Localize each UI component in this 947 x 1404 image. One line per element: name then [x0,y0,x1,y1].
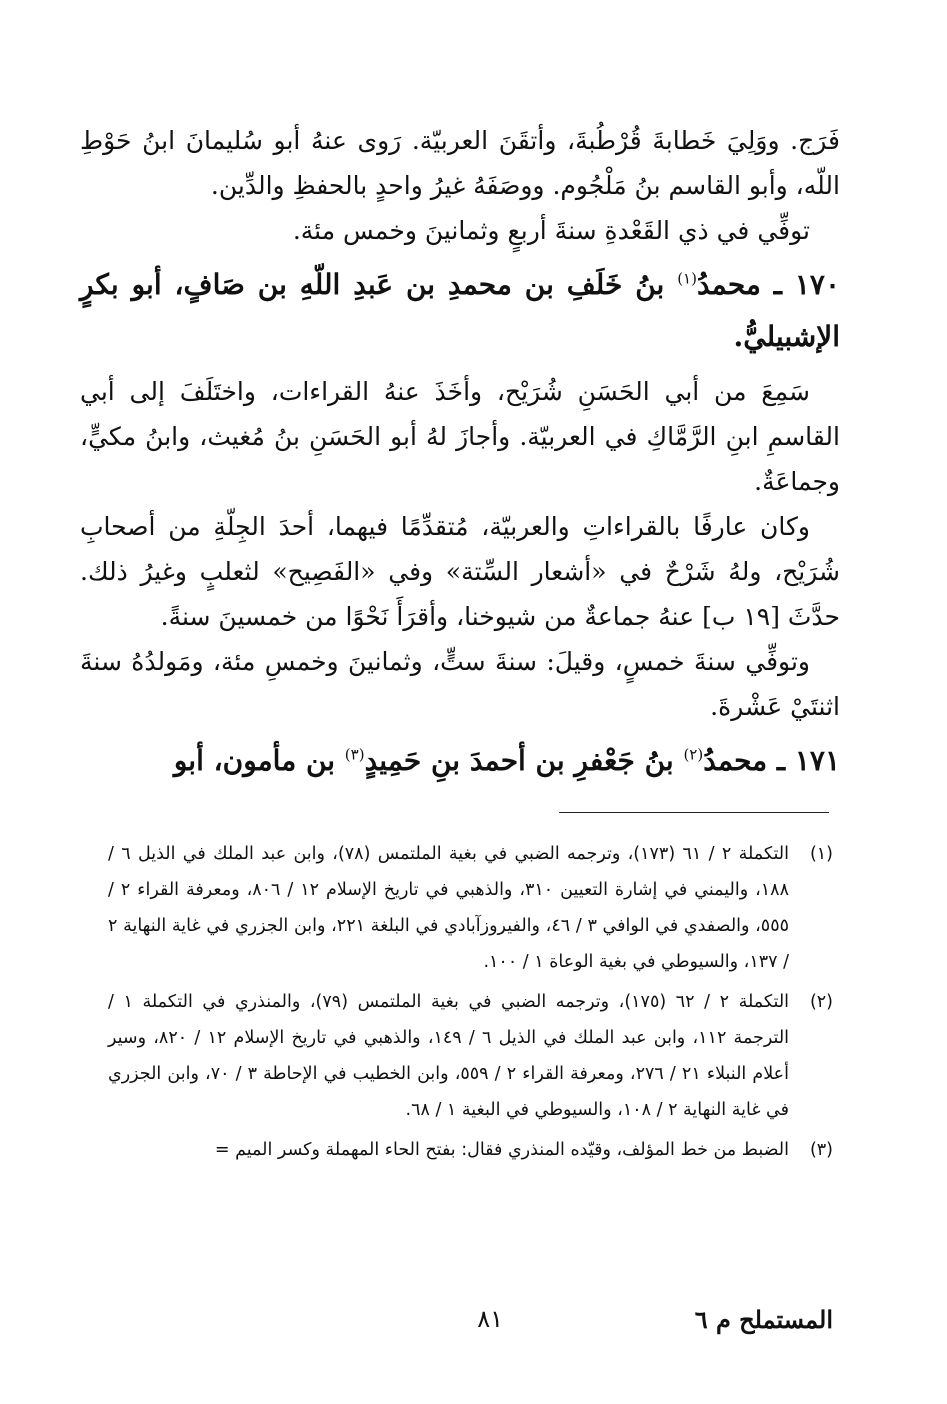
entry-lineage: بنُ خَلَفِ بن محمدِ بن عَبدِ اللّهِ بن صَافٍ، أبو بكرٍ الإشبيليُّ. [80,268,840,353]
paragraph: فَرَج. ووَلِيَ خَطابةَ قُرْطُبةَ، وأتقَنَ العربيّة. رَوى عنهُ أبو سُليمانَ ابنُ حَوْطِ اللّه، وأبو القاسم بنُ مَلْجُوم. ووصَفَهُ غيرُ واحدٍ بالحفظِ والدِّين. [80,126,840,200]
footnote-text: الضبط من خط المؤلف، وقيّده المنذري فقال: بفتح الحاء المهملة وكسر الميم = [214,1140,789,1160]
footnote-1 [108,836,833,980]
entry-heading-170 [80,259,840,363]
entry-lineage: بنُ جَعْفرِ بن أحمدَ بنِ حَمِيدٍ [364,744,684,777]
paragraph: وكان عارفًا بالقراءاتِ والعربيّة، مُتقدِّمًا فيهما، أحدَ الجِلّةِ من أصحابِ شُرَيْح، ولهُ شَرْحٌ في «أشعار السِّتة» وفي «الفَصِيح» لثعلبٍ وغيرُ ذلك. حدَّثَ [١٩ ب] عنهُ جماعةٌ من شيوخنا، وأقرَأَ نَحْوًا من خمسينَ سنةً. [80,512,840,631]
main-text [80,118,840,793]
footnote-3 [108,1132,833,1168]
entry-number-name: ١٧٠ ـ محمدُ [696,268,841,301]
entry-number-name: ١٧١ ـ محمدُ [703,744,840,777]
paragraph: وتوفِّي سنةَ خمسٍ، وقيلَ: سنةَ ستٍّ، وثمانينَ وخمسِ مئة، ومَولدُهُ سنةَ اثنتَيْ عَشْرةَ. [80,647,840,721]
footnote-text: التكملة ٢ / ٦٢ (١٧٥)، وترجمه الضبي في بغية الملتمس (٧٩)، والمنذري في التكملة ١ / الترجمة ١١٢، وابن عبد الملك في الذيل ٦ / ١٤٩، والذهبي في تاريخ الإسلام ١٢ / ٨٢٠، وسير أعلام النبلاء ٢١ / ٢٧٦، ومعرفة القراء ٢ / ٥٥٩، وابن الخطيب في الإحاطة ٣ / ٧٠، وابن الجزري في غاية النهاية ٢ / ١٠٨، والسيوطي في البغية ١ / ٦٨. [108,992,790,1120]
page-number: ٨١ [477,1305,503,1333]
paragraph: توفِّي في ذي القَعْدةِ سنةَ أربعٍ وثمانينَ وخمس مئة. [292,216,810,245]
footnote-ref[interactable]: (٣) [344,745,365,764]
paragraph: سَمِعَ من أبي الحَسَنِ شُرَيْح، وأخَذَ عنهُ القراءات، واختَلَفَ إلى أبي القاسمِ ابنِ الرَّمَّاكِ في العربيّة. وأجازَ لهُ أبو الحَسَنِ بنُ مُغيث، وابنُ مكيٍّ، وجماعَةٌ. [80,377,840,496]
footnote-separator [559,812,829,813]
footnote-text: التكملة ٢ / ٦١ (١٧٣)، وترجمه الضبي في بغية الملتمس (٧٨)، وابن عبد الملك في الذيل ٦ / ١٨٨، واليمني في إشارة التعيين ٣١٠، والذهبي في تاريخ الإسلام ١٢ / ٨٠٦، ومعرفة القراء ٢ / ٥٥٥، والصفدي في الوافي ٣ / ٤٦، والفيروزآبادي في البلغة ٢٢١، وابن الجزري في غاية النهاية ٢ / ١٣٧، والسيوطي في بغية الوعاة ١ / ١٠٠. [108,844,790,972]
signature-mark: المستملح م ٦ [694,1305,833,1334]
footnote-number: (١) [809,844,833,864]
entry-lineage-cont: بن مأمون، أبو [173,744,345,777]
footnote-ref[interactable]: (١) [677,269,697,288]
footnote-number: (٣) [809,1140,833,1160]
footnote-2 [108,984,833,1128]
footnote-number: (٢) [809,992,833,1012]
entry-heading-171 [80,735,840,787]
footnotes [108,836,833,1172]
page-footer [108,1305,833,1345]
footnote-ref[interactable]: (٢) [683,745,704,764]
